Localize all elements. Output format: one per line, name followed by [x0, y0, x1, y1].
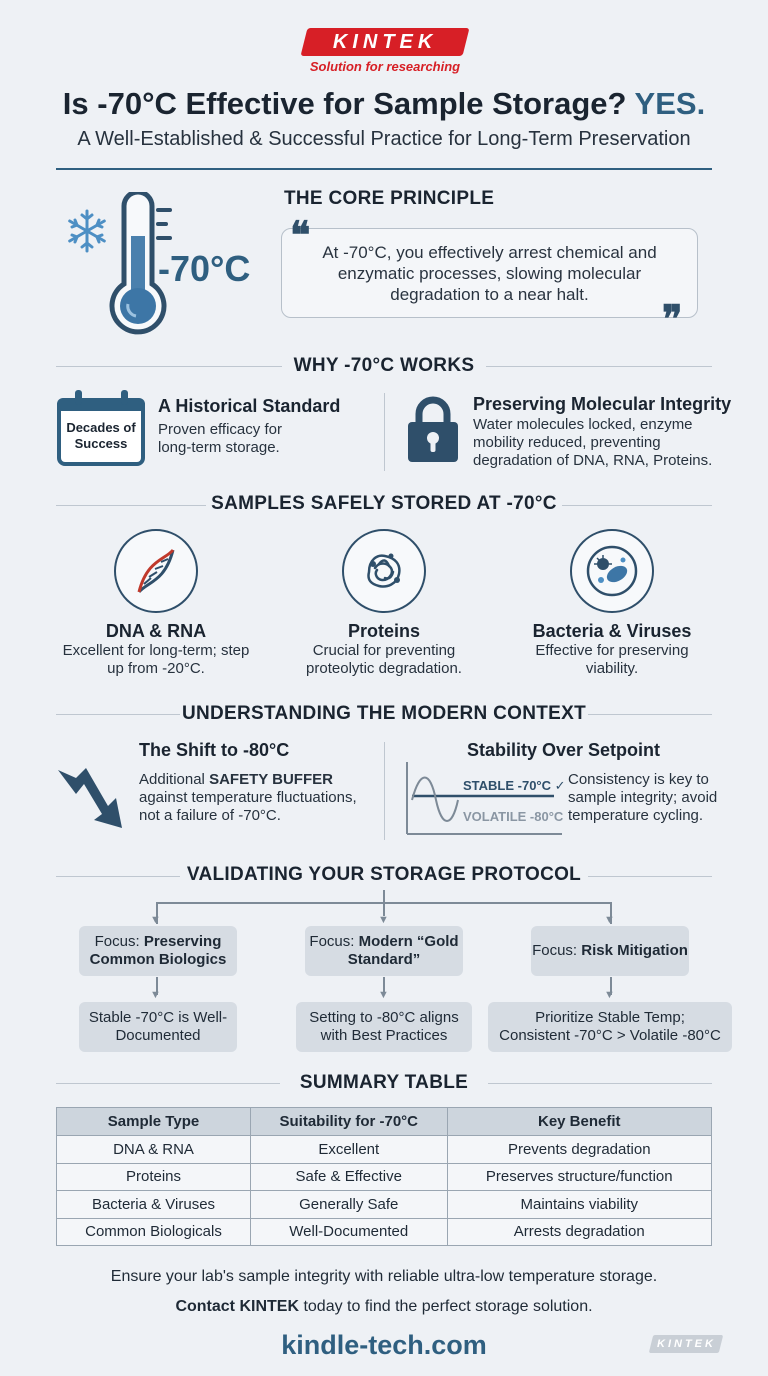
core-temperature: -70°C	[158, 248, 251, 289]
result-box-biologics: Stable -70°C is Well-Documented	[79, 1002, 237, 1052]
table-cell: Proteins	[57, 1163, 251, 1191]
table-cell: Preserves structure/function	[447, 1163, 711, 1191]
table-cell: Bacteria & Viruses	[57, 1191, 251, 1219]
check-icon: ✓	[554, 778, 566, 793]
core-quote: At -70°C, you effectively arrest chemical and enzymatic processes, slowing molecular degradation to a near halt.	[322, 242, 657, 304]
arrow-down-icon: ▼	[604, 989, 615, 1001]
microbe-icon	[570, 529, 654, 613]
focus-box-risk: Focus: Risk Mitigation	[531, 926, 689, 976]
calendar-ring	[121, 390, 128, 405]
table-row	[57, 1218, 712, 1246]
page-title	[0, 86, 768, 122]
page-subtitle: A Well-Established & Successful Practice for Long-Term Preservation	[77, 128, 691, 150]
logo-tagline: Solution for researching	[309, 59, 461, 74]
table-header: Key Benefit	[447, 1108, 711, 1136]
table-cell: DNA & RNA	[57, 1136, 251, 1164]
arrow-down-icon: ▼	[378, 989, 389, 1001]
table-cell: Excellent	[251, 1136, 448, 1164]
table-row	[57, 1163, 712, 1191]
molecular-integrity-text: Water molecules locked, enzyme mobility reduced, preventing degradation of DNA, RNA, Proteins.	[473, 416, 713, 469]
dna-icon	[114, 529, 198, 613]
table-cell: Prevents degradation	[447, 1136, 711, 1164]
sample-proteins-title: Proteins	[347, 621, 421, 641]
table-cell: Safe & Effective	[251, 1163, 448, 1191]
footer-contact: Contact KINTEK today to find the perfect storage solution.	[175, 1298, 593, 1315]
arrow-down-icon: ▼	[378, 914, 389, 926]
contact-link[interactable]: Contact KINTEK	[175, 1298, 300, 1315]
title-question: Is -70°C Effective for Sample Storage?	[62, 86, 627, 121]
stable-label: STABLE -70°C ✓	[463, 778, 566, 793]
result-box-gold-standard: Setting to -80°C aligns with Best Practices	[296, 1002, 472, 1052]
calendar-header	[57, 398, 145, 411]
table-header: Sample Type	[57, 1108, 251, 1136]
table-cell: Generally Safe	[251, 1191, 448, 1219]
table-row	[57, 1136, 712, 1164]
arrow-down-icon: ▼	[604, 914, 615, 926]
flow-connector	[156, 902, 612, 904]
sample-dna-text: Excellent for long-term; step up from -20°C.	[62, 642, 250, 677]
protein-icon	[342, 529, 426, 613]
table-header-row	[57, 1108, 712, 1136]
stability-text: Consistency is key to sample integrity; avoid temperature cycling.	[568, 771, 718, 824]
sample-dna-title: DNA & RNA	[105, 621, 207, 641]
sample-proteins-text: Crucial for preventing proteolytic degradation.	[306, 642, 462, 677]
website-link[interactable]: kindle-tech.com	[281, 1330, 487, 1360]
shift-title: The Shift to -80°C	[139, 740, 290, 760]
table-row	[57, 1191, 712, 1219]
core-quote-box	[281, 228, 698, 318]
calendar-ring	[75, 390, 82, 405]
padlock-icon	[404, 394, 462, 469]
vertical-divider	[384, 742, 385, 840]
core-principle-title: THE CORE PRINCIPLE	[284, 188, 495, 209]
header-divider	[56, 168, 712, 170]
title-answer: YES.	[634, 86, 706, 121]
kintek-mini-logo: KINTEK	[649, 1335, 723, 1353]
molecular-integrity-title: Preserving Molecular Integrity	[473, 394, 732, 414]
arrow-down-icon: ▼	[150, 989, 161, 1001]
open-quote-icon: ❝	[290, 212, 311, 257]
calendar-label: Decades of Success	[66, 420, 136, 451]
focus-box-gold-standard: Focus: Modern “Gold Standard”	[305, 926, 463, 976]
down-trend-arrow-icon	[56, 764, 128, 837]
historical-standard-text: Proven efficacy for long-term storage.	[158, 421, 282, 456]
table-header: Suitability for -70°C	[251, 1108, 448, 1136]
table-cell: Well-Documented	[251, 1218, 448, 1246]
samples-title: SAMPLES SAFELY STORED AT -70°C	[211, 493, 557, 514]
table-cell: Common Biologicals	[57, 1218, 251, 1246]
protocol-title: VALIDATING YOUR STORAGE PROTOCOL	[186, 864, 582, 885]
stability-title: Stability Over Setpoint	[467, 740, 661, 760]
summary-table	[56, 1107, 712, 1246]
context-title: UNDERSTANDING THE MODERN CONTEXT	[181, 703, 587, 724]
volatile-label: VOLATILE -80°C	[463, 809, 564, 824]
vertical-divider	[384, 393, 385, 471]
historical-standard-title: A Historical Standard	[158, 396, 341, 416]
table-cell: Arrests degradation	[447, 1218, 711, 1246]
table-cell: Maintains viability	[447, 1191, 711, 1219]
sample-bacteria-title: Bacteria & Viruses	[532, 621, 692, 641]
sample-bacteria-text: Effective for preserving viability.	[535, 642, 689, 677]
summary-title: SUMMARY TABLE	[299, 1072, 469, 1093]
stability-graph-icon	[404, 760, 564, 843]
shift-text: Additional SAFETY BUFFER against temperature fluctuations, not a failure of -70°C.	[139, 771, 357, 824]
focus-box-biologics: Focus: Preserving Common Biologics	[79, 926, 237, 976]
arrow-down-icon: ▼	[150, 914, 161, 926]
footer-message: Ensure your lab's sample integrity with reliable ultra-low temperature storage.	[110, 1268, 658, 1285]
why-title: WHY -70°C WORKS	[293, 355, 475, 376]
close-quote-icon: ❞	[662, 296, 683, 341]
result-box-risk: Prioritize Stable Temp; Consistent -70°C > Volatile -80°C	[488, 1002, 732, 1052]
kintek-logo: KINTEK	[301, 28, 470, 56]
